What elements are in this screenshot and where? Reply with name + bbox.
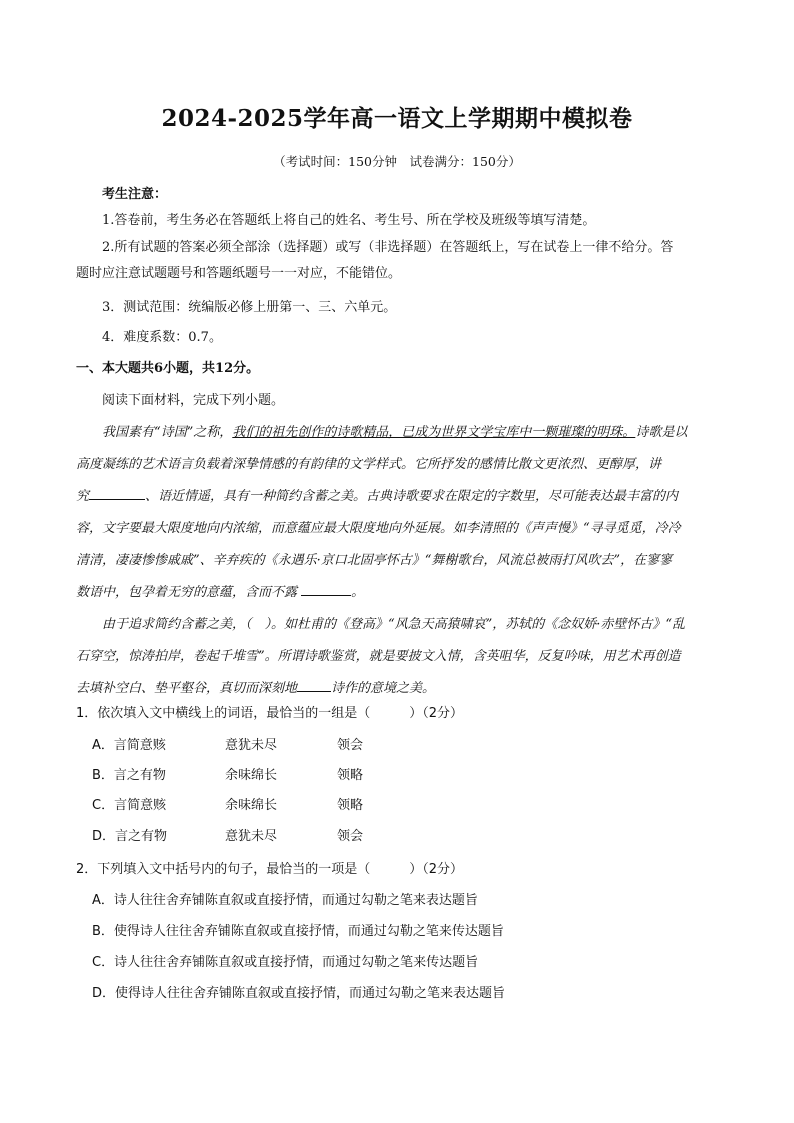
passage-line: 高度凝练的艺术语言负载着深挚情感的有韵律的文学样式。它所抒发的感情比散文更浓烈、更醇厚，讲 — [76, 457, 662, 472]
option-word: 意犹未尽 — [225, 829, 278, 844]
option-word: 领会 — [337, 738, 364, 753]
passage-line — [76, 677, 435, 696]
question-2-option-d[interactable]: D．使得诗人往往舍弃铺陈直叙或直接抒情，而通过勾勒之笔来表达题旨 — [92, 986, 506, 1001]
passage-text: 数语中，包孕着无穷的意蕴，含而不露 — [76, 585, 298, 600]
blank-line-2 — [301, 583, 351, 596]
question-2-stem: 2．下列填入文中括号内的句子，最恰当的一项是（ ）（2分） — [76, 862, 464, 877]
passage-line: 由于追求简约含蓄之美，（ ）。如杜甫的《登高》“风急天高猿啸哀”，苏轼的《念奴娇·赤壁怀古》“乱 — [102, 617, 686, 632]
option-word: 余味绵长 — [225, 768, 278, 783]
passage-line: 容，文字要最大限度地向内浓缩，而意蕴应最大限度地向外延展。如李清照的《声声慢》“寻寻觅觅，冷冷 — [76, 521, 681, 536]
option-label: A．言简意赅 — [92, 738, 166, 753]
question-2-option-a[interactable]: A．诗人往往舍弃铺陈直叙或直接抒情，而通过勾勒之笔来表达题旨 — [92, 893, 478, 908]
option-word: 领略 — [337, 798, 364, 813]
notice-item-2-line-2: 题时应注意试题题号和答题纸题号一一对应，不能错位。 — [76, 266, 402, 281]
option-label: D．言之有物 — [92, 829, 168, 844]
passage-text: 。 — [351, 585, 365, 600]
question-1-option-b[interactable] — [92, 764, 392, 782]
option-word: 余味绵长 — [225, 798, 278, 813]
passage-text: 、语近情遥，具有一种简约含蓄之美。古典诗歌要求在限定的字数里，尽可能表达最丰富的内 — [145, 489, 679, 504]
question-1-option-a[interactable] — [92, 734, 392, 752]
passage-text: 我国素有“诗国”之称， — [102, 425, 233, 440]
passage-text: 去填补空白、垫平壑谷，真切而深刻地 — [76, 681, 298, 696]
option-label: C．言简意赅 — [92, 798, 167, 813]
passage-line — [102, 421, 687, 440]
passage-text: 诗作的意境之美。 — [331, 681, 436, 696]
notice-item-4: 4．难度系数：0.7。 — [102, 330, 222, 345]
passage-line — [76, 581, 364, 600]
option-label: B．言之有物 — [92, 768, 166, 783]
notice-item-3: 3．测试范围：统编版必修上册第一、三、六单元。 — [102, 300, 397, 315]
notice-heading: 考生注意： — [102, 187, 168, 202]
option-word: 领会 — [337, 829, 364, 844]
passage-line: 清清，凄凄惨惨戚戚”、辛弃疾的《永遇乐·京口北固亭怀古》“舞榭歌台，风流总被雨打风吹去”，在寥寥 — [76, 553, 673, 568]
question-1-option-c[interactable] — [92, 794, 392, 812]
passage-line: 石穿空，惊涛拍岸，卷起千堆雪”。所谓诗歌鉴赏，就是要披文入情，含英咀华，反复吟味，用艺术再创造 — [76, 649, 681, 664]
exam-info: （考试时间：150分钟 试卷满分：150分） — [273, 154, 521, 169]
question-2-option-c[interactable]: C．诗人往往舍弃铺陈直叙或直接抒情，而通过勾勒之笔来传达题旨 — [92, 955, 479, 970]
page-title: 2024-2025学年高一语文上学期期中模拟卷 — [161, 105, 633, 132]
underlined-sentence: 我们的祖先创作的诗歌精品，已成为世界文学宝库中一颗璀璨的明珠。 — [232, 425, 636, 440]
reading-instruction: 阅读下面材料，完成下列小题。 — [102, 393, 285, 408]
option-word: 意犹未尽 — [225, 738, 278, 753]
section-heading: 一、本大题共6小题，共12分。 — [76, 361, 260, 376]
question-2-option-b[interactable]: B．使得诗人往往舍弃铺陈直叙或直接抒情，而通过勾勒之笔来传达题旨 — [92, 924, 504, 939]
option-word: 领略 — [337, 768, 364, 783]
passage-text: 诗歌是以 — [635, 425, 688, 440]
blank-line-1 — [89, 487, 145, 500]
passage-line — [76, 485, 678, 504]
notice-item-2-line-1: 2.所有试题的答案必须全部涂（选择题）或写（非选择题）在答题纸上，写在试卷上一律不给分。答 — [102, 240, 674, 255]
notice-item-1: 1.答卷前，考生务必在答题纸上将自己的姓名、考生号、所在学校及班级等填写清楚。 — [102, 213, 596, 228]
blank-line-3 — [297, 679, 331, 692]
question-1-stem: 1．依次填入文中横线上的词语，最恰当的一组是（ ）（2分） — [76, 706, 464, 721]
question-1-option-d[interactable] — [92, 825, 392, 843]
passage-text: 究 — [76, 489, 90, 504]
